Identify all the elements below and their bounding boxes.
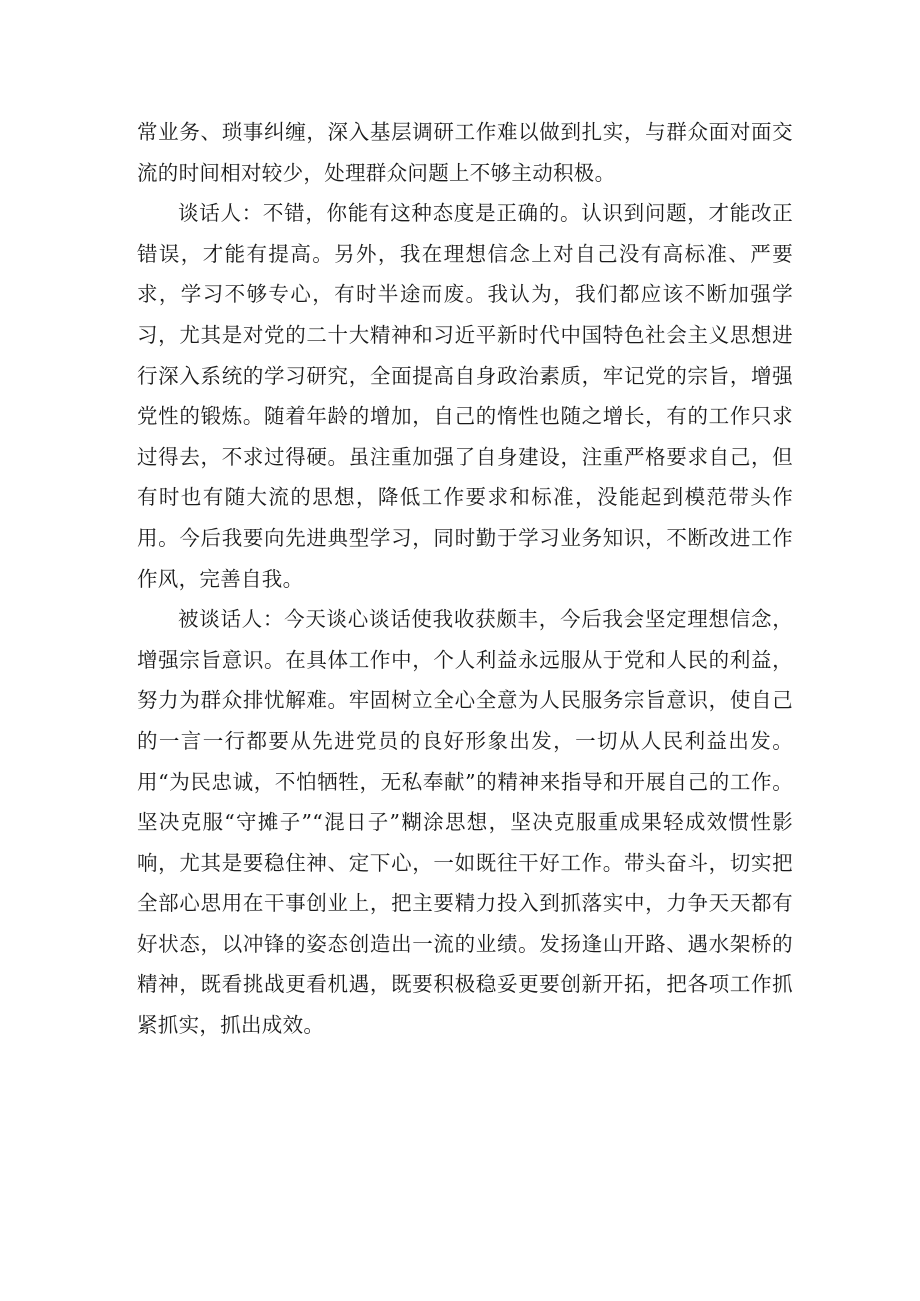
paragraph-interviewee: 被谈话人：今天谈心谈话使我收获颇丰，今后我会坚定理想信念，增强宗旨意识。在具体工作中，个人利益永远服从于党和人民的利益，努力为群众排忧解难。牢固树立全心全意为人民服务宗旨意识，使自己的一言一行都要从先进党员的良好形象出发，一切从人民利益出发。用“为民忠诚，不怕牺牲，无私奉献”的精神来指导和开展自己的工作。坚决克服“守摊子”“混日子”糊涂思想，坚决克服重成果轻成效惯性影响，尤其是要稳住神、定下心，一如既往干好工作。带头奋斗，切实把全部心思用在干事创业上，把主要精力投入到抓落实中，力争天天都有好状态，以冲锋的姿态创造出一流的业绩。发扬逢山开路、遇水架桥的精神，既看挑战更看机遇，既要积极稳妥更要创新开拓，把各项工作抓紧抓实，抓出成效。	[137, 607, 793, 1038]
paragraph-continuation: 常业务、琐事纠缠，深入基层调研工作难以做到扎实，与群众面对面交流的时间相对较少，处理群众问题上不够主动积极。	[137, 120, 793, 185]
document-body	[137, 112, 793, 1046]
paragraph-interviewer: 谈话人：不错，你能有这种态度是正确的。认识到问题，才能改正错误，才能有提高。另外，我在理想信念上对自己没有高标准、严要求，学习不够专心，有时半途而废。我认为，我们都应该不断加强学习，尤其是对党的二十大精神和习近平新时代中国特色社会主义思想进行深入系统的学习研究，全面提高自身政治素质，牢记党的宗旨，增强党性的锻炼。随着年龄的增加，自己的惰性也随之增长，有的工作只求过得去，不求过得硬。虽注重加强了自身建设，注重严格要求自己，但有时也有随大流的思想，降低工作要求和标准，没能起到模范带头作用。今后我要向先进典型学习，同时勤于学习业务知识，不断改进工作作风，完善自我。	[137, 201, 793, 591]
